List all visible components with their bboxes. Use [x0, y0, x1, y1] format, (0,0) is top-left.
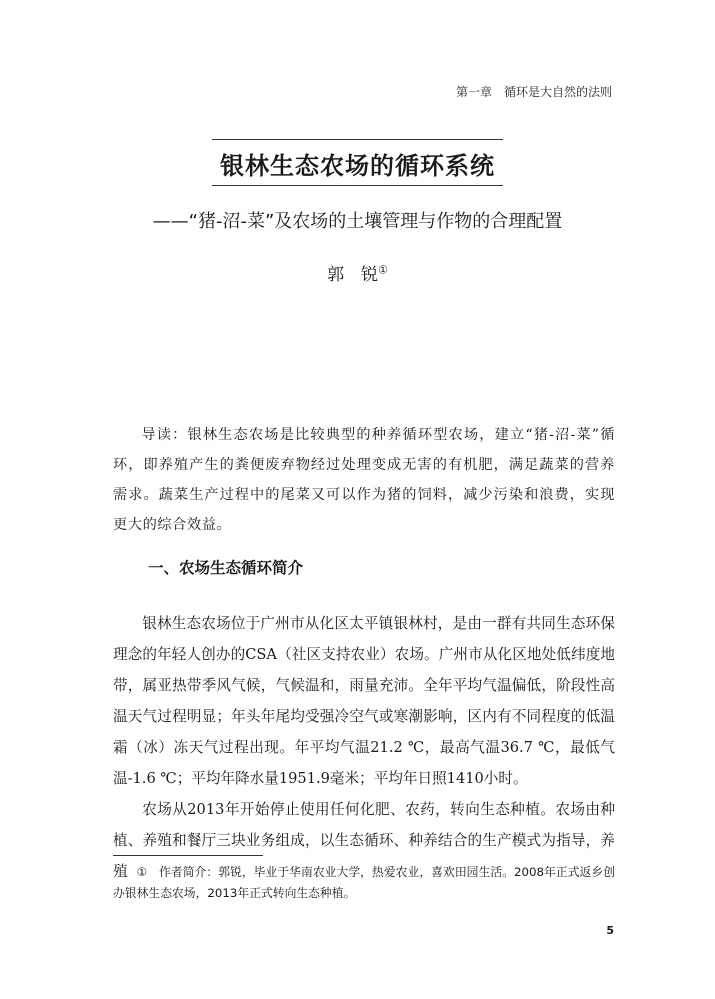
- body-paragraph: 农场从2013年开始停止使用任何化肥、农药，转向生态种植。农场由种植、养殖和餐厅三块业务组成，以生态循环、种养结合的生产模式为指导，养殖: [113, 801, 615, 880]
- author-name: 郭 锐: [327, 265, 379, 285]
- running-head: 第一章 循环是大自然的法则: [455, 85, 612, 99]
- author-footnote-mark: ①: [378, 263, 388, 277]
- article-title: 银林生态农场的循环系统: [220, 151, 495, 180]
- body-paragraph: 银林生态农场位于广州市从化区太平镇银林村，是由一群有共同生态环保理念的年轻人创办的CSA（社区支持农业）农场。广州市从化区地处低纬度地带，属亚热带季风气候，气候温和，雨量充沛。全年平均气温偏低，阶段性高温天气过程明显；年头年尾均受强冷空气或寒潮影响，区内有不同程度的低温霜（冰）冻天气过程出现。年平均气温21.2 ℃，最高气温36.7 ℃，最低气温-1.6 ℃；平均年降水量1951.9毫米；平均年日照1410小时。: [113, 615, 615, 787]
- title-block: [0, 139, 715, 186]
- abstract: 导读：银林生态农场是比较典型的种养循环型农场，建立“猪-沼-菜”循环，即养殖产生的粪便废弃物经过处理变成无害的有机肥，满足蔬菜的营养需求。蔬菜生产过程中的尾菜又可以作为猪的饲料，减少污染和浪费，实现更大的综合效益。: [113, 427, 615, 533]
- footnote-divider: [113, 855, 263, 856]
- article-subtitle: ——“猪-沼-菜”及农场的土壤管理与作物的合理配置: [152, 211, 563, 232]
- author-line: [0, 260, 715, 285]
- section-heading: 一、农场生态循环简介: [148, 559, 304, 577]
- body-text: [113, 608, 615, 887]
- footnote: ① 作者简介：郭锐，毕业于华南农业大学，热爱农业，喜欢田园生活。2008年正式返乡创办银林生态农场，2013年正式转向生态种植。: [113, 865, 615, 900]
- page-number: 5: [606, 924, 614, 937]
- title-rule-box: [212, 139, 503, 186]
